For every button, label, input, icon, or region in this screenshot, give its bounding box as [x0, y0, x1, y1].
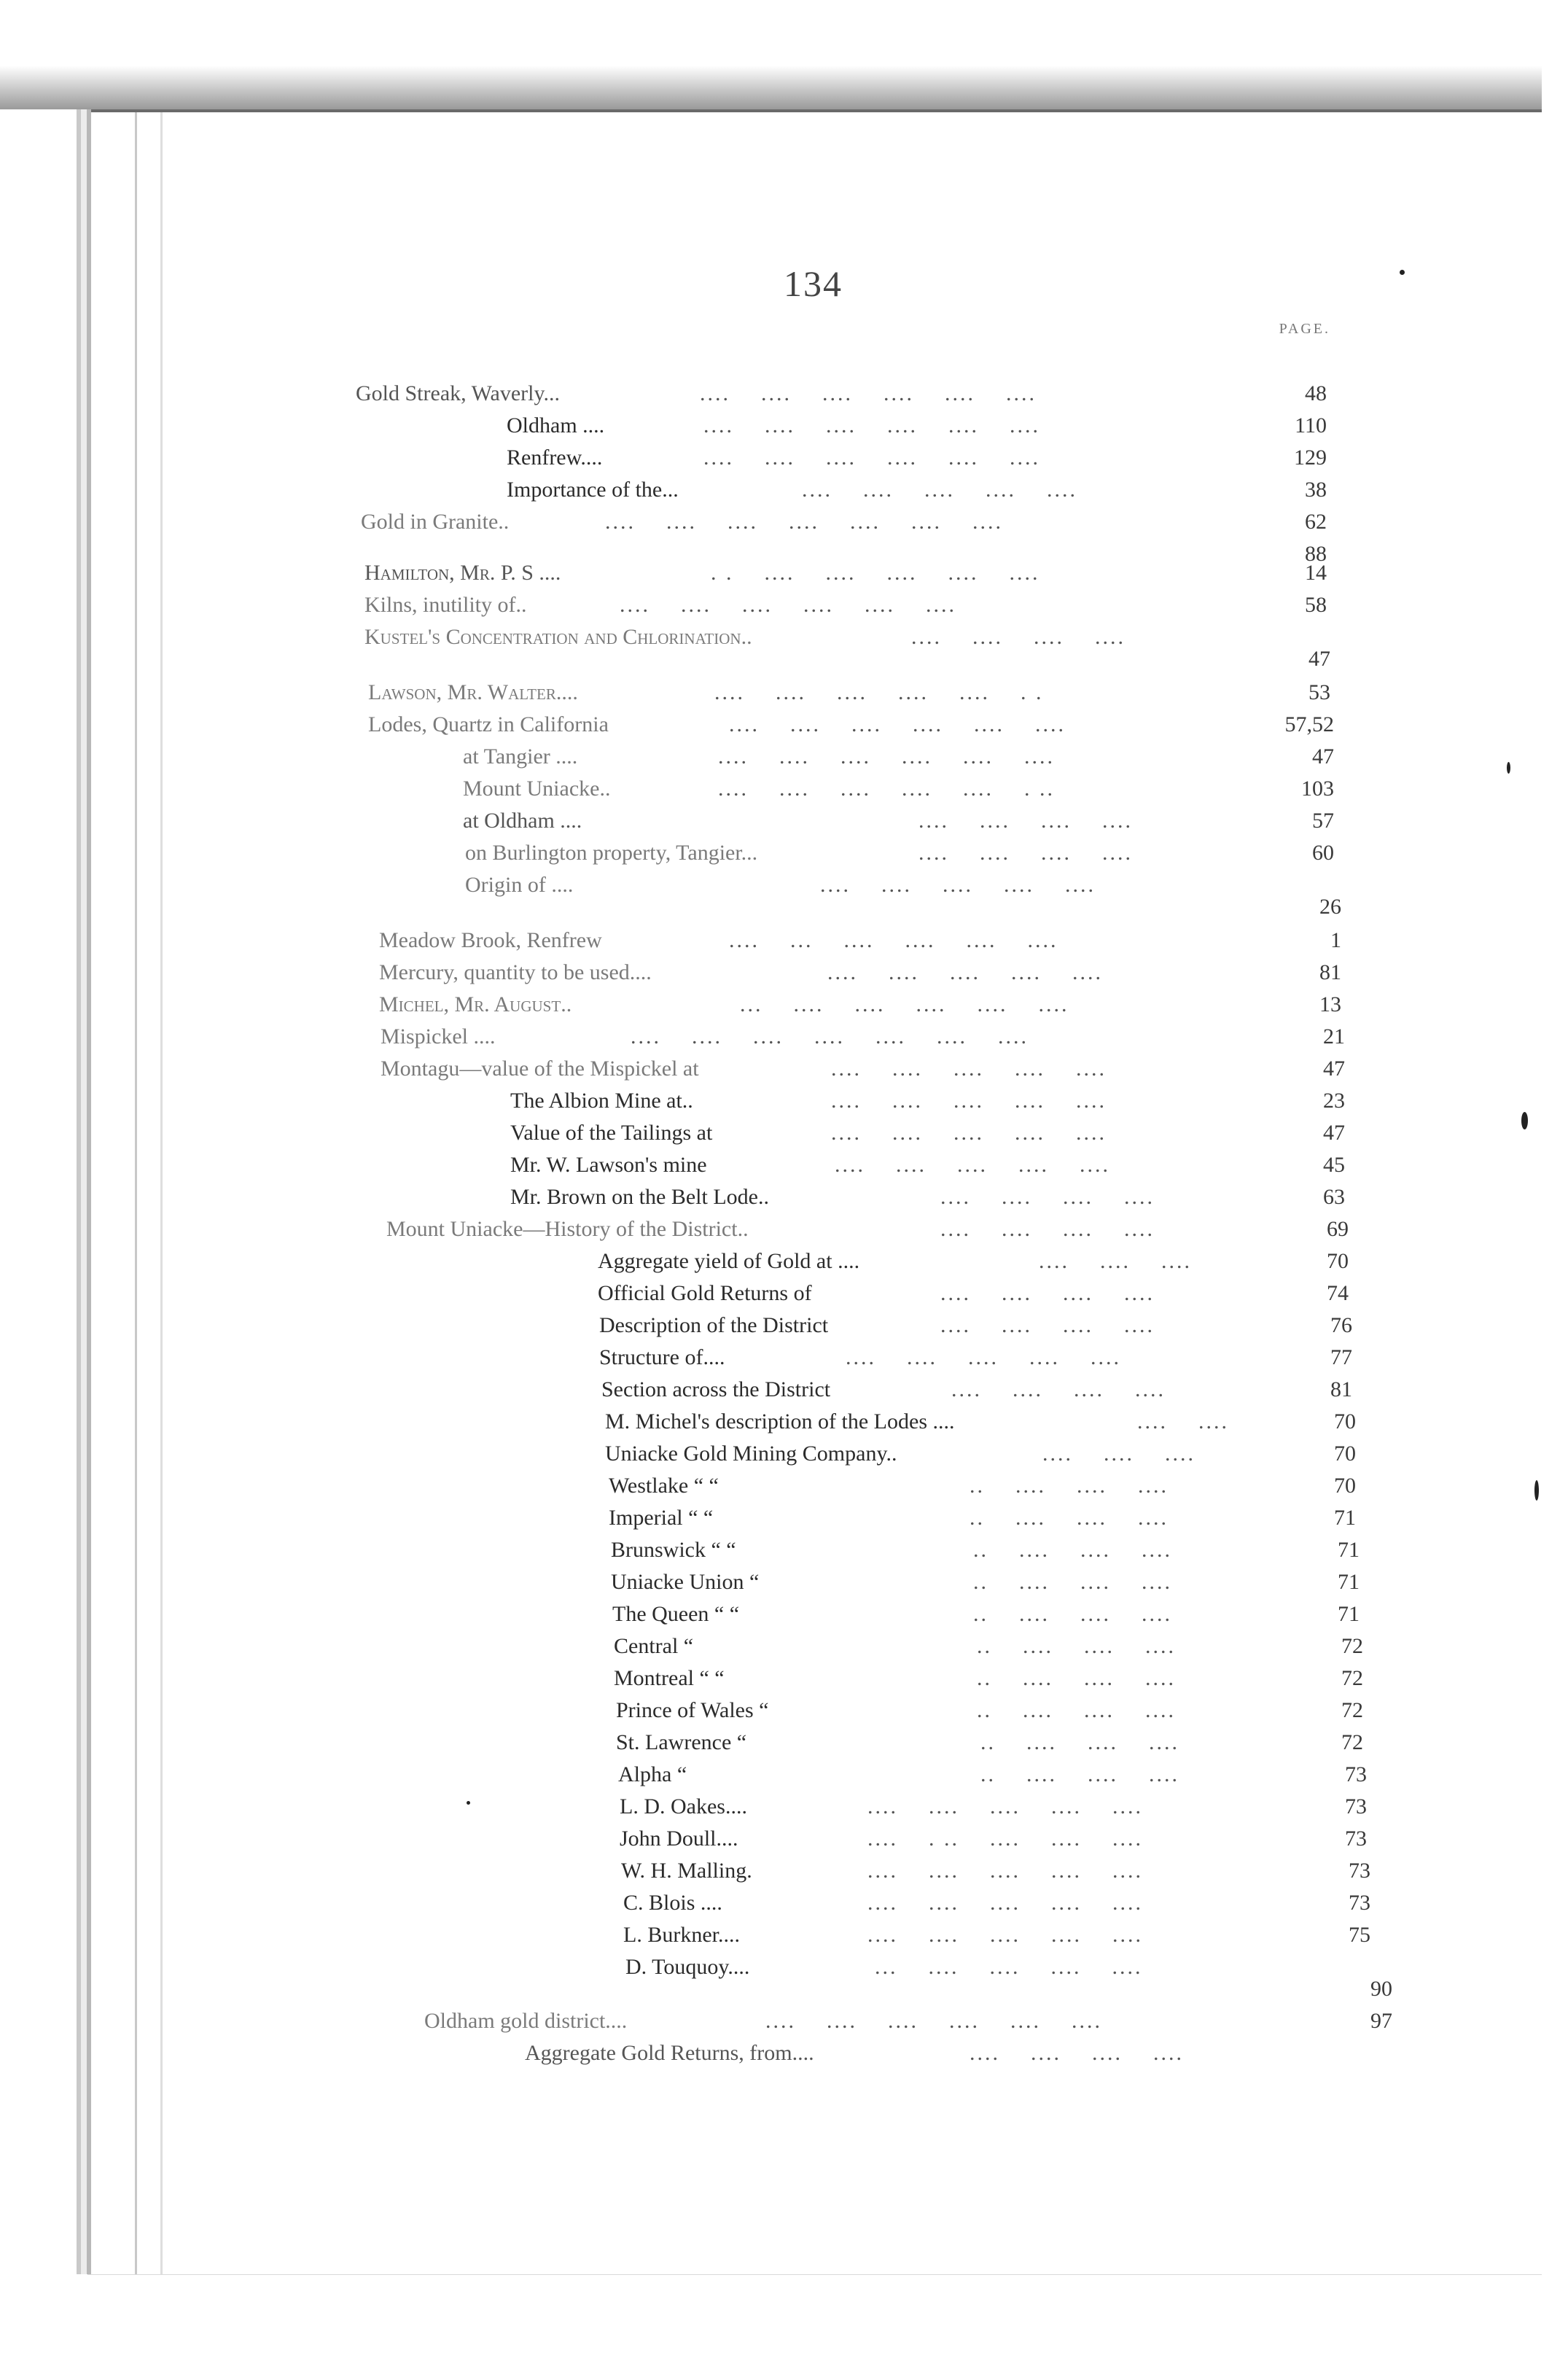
entry-page: 69	[1327, 1217, 1349, 1241]
entry-label: Kilns, inutility of..	[364, 593, 527, 617]
entry-label: Value of the Tailings at	[510, 1121, 713, 1145]
entry-label: John Doull....	[620, 1827, 738, 1851]
entry-page: 60	[1312, 841, 1334, 865]
index-entry	[0, 1919, 1568, 1951]
leader-dots: .... .... .... .... .... ....	[700, 381, 1037, 405]
entry-page: 73	[1345, 1762, 1367, 1786]
entry-page: 71	[1338, 1538, 1360, 1562]
leader-dots: .... .... .... .... ....	[831, 1057, 1107, 1081]
entry-page: 71	[1338, 1570, 1360, 1594]
index-entry	[0, 2037, 1568, 2069]
leader-dots: .... .... .... ....	[911, 625, 1126, 649]
entry-label: C. Blois ....	[623, 1891, 722, 1915]
index-entry	[0, 1791, 1568, 1823]
leader-dots: .... .... .... .... ....	[867, 1891, 1143, 1915]
leader-dots: .. .... .... ....	[977, 1666, 1176, 1690]
entry-page: 71	[1338, 1602, 1360, 1626]
index-entry	[0, 891, 1568, 923]
entry-label: at Tangier ....	[463, 744, 578, 769]
entry-page: 57,52	[1284, 712, 1334, 736]
entry-label: Montagu—value of the Mispickel at	[381, 1057, 699, 1081]
entry-page: 70	[1327, 1249, 1349, 1273]
leader-dots: .. .... .... ....	[973, 1538, 1172, 1562]
leader-dots: .. .... .... ....	[973, 1602, 1172, 1626]
index-entry	[0, 1759, 1568, 1791]
index-entry	[0, 1021, 1568, 1053]
index-entry	[0, 1502, 1568, 1534]
index-entry	[0, 773, 1568, 805]
index-entry	[0, 1053, 1568, 1085]
entry-label: Gold in Granite..	[361, 510, 510, 534]
leader-dots: .... .... .... .... ....	[827, 960, 1103, 984]
entry-label: Mount Uniacke..	[463, 777, 611, 801]
page-number: 134	[784, 263, 843, 304]
index-entry	[0, 1181, 1568, 1213]
leader-dots: .. .... .... ....	[977, 1634, 1176, 1658]
entry-label: Mispickel ....	[381, 1024, 496, 1049]
entry-page: 38	[1305, 478, 1327, 502]
entry-page: 76	[1330, 1313, 1352, 1337]
leader-dots: .... .... .... .... ....	[831, 1089, 1107, 1113]
index-entry	[0, 1374, 1568, 1406]
entry-label: D. Touquoy....	[625, 1955, 750, 1979]
index-entry	[0, 1823, 1568, 1855]
entry-label: Structure of....	[599, 1345, 725, 1369]
entry-page: 13	[1319, 992, 1341, 1016]
index-entry	[0, 837, 1568, 869]
entry-label: Mercury, quantity to be used....	[379, 960, 652, 984]
leader-dots: .... .... .... .... .... ....	[729, 712, 1066, 736]
leader-dots: .... .... .... .... ....	[867, 1923, 1143, 1947]
entry-label: Michel, Mr. August..	[379, 992, 572, 1016]
entry-label: The Queen “ “	[612, 1602, 740, 1626]
entry-label: Hamilton, Mr. P. S ....	[364, 561, 561, 585]
leader-dots: .... .... .... ....	[940, 1281, 1155, 1305]
entry-label: Aggregate Gold Returns, from....	[525, 2041, 814, 2065]
index-entry	[0, 1310, 1568, 1342]
index-entry	[0, 506, 1568, 538]
leader-dots: .... .... .... .... .... . ..	[718, 777, 1055, 801]
leader-dots: .... .... .... .... ....	[831, 1121, 1107, 1145]
leader-dots: ... .... .... .... .... ....	[740, 992, 1069, 1016]
entry-label: Official Gold Returns of	[598, 1281, 812, 1305]
entry-page: 53	[1308, 680, 1330, 704]
entry-page: 63	[1323, 1185, 1345, 1209]
leader-dots: .. .... .... ....	[970, 1474, 1169, 1498]
leader-dots: .... .... .... .... .... ....	[620, 593, 956, 617]
leader-dots: .... .... .... .... ....	[867, 1794, 1143, 1819]
entry-label: Kustel's Concentration and Chlorination..	[364, 625, 752, 649]
index-entry	[0, 643, 1568, 675]
entry-page: 21	[1323, 1024, 1345, 1049]
entry-label: Meadow Brook, Renfrew	[379, 928, 602, 952]
leader-dots: .... .... .... ....	[940, 1217, 1155, 1241]
index-entry	[0, 1438, 1568, 1470]
leader-dots: .... .... .... .... ....	[867, 1859, 1143, 1883]
leader-dots: .... .... .... .... ....	[820, 873, 1096, 897]
entry-label: at Oldham ....	[463, 809, 582, 833]
leader-dots: .... .... .... .... ....	[846, 1345, 1121, 1369]
leader-dots: .... .... .... .... .... ....	[718, 744, 1055, 769]
index-entry	[0, 378, 1568, 410]
entry-page: 58	[1305, 593, 1327, 617]
entry-label: Uniacke Union “	[611, 1570, 760, 1594]
entry-label: Mount Uniacke—History of the District..	[386, 1217, 749, 1241]
entry-label: Description of the District	[599, 1313, 829, 1337]
leader-dots: .... .... .... ....	[951, 1377, 1166, 1401]
index-entry	[0, 442, 1568, 474]
entry-label: St. Lawrence “	[616, 1730, 747, 1754]
entry-page: 26	[1319, 895, 1341, 919]
entry-page: 57	[1312, 809, 1334, 833]
index-entry	[0, 1973, 1568, 2005]
entry-label: L. Burkner....	[623, 1923, 740, 1947]
index-entry	[0, 1213, 1568, 1245]
leader-dots: .... .... .... .... .... .... ....	[605, 510, 1003, 534]
leader-dots: .... .... .... ....	[940, 1313, 1155, 1337]
entry-label: Montreal “ “	[614, 1666, 725, 1690]
entry-label: Alpha “	[618, 1762, 687, 1786]
index-entry	[0, 709, 1568, 741]
index-entry	[0, 1566, 1568, 1598]
entry-label: M. Michel's description of the Lodes ....	[605, 1409, 955, 1434]
entry-page: 72	[1341, 1666, 1363, 1690]
page-column-header: PAGE.	[1279, 321, 1330, 337]
leader-dots: ... .... .... .... ....	[875, 1955, 1143, 1979]
index-entry	[0, 1534, 1568, 1566]
leader-dots: .... .... .... .... .... ....	[703, 446, 1040, 470]
leader-dots: . . .... .... .... .... ....	[711, 561, 1040, 585]
index-entry	[0, 957, 1568, 989]
leader-dots: .... .... .... ....	[918, 841, 1133, 865]
leader-dots: .... .... .... .... .... . .	[714, 680, 1044, 704]
leader-dots: .. .... .... ....	[973, 1570, 1172, 1594]
entry-label: W. H. Malling.	[621, 1859, 752, 1883]
leader-dots: .... . .. .... .... ....	[867, 1827, 1143, 1851]
index-entry	[0, 410, 1568, 442]
entry-label: Aggregate yield of Gold at ....	[598, 1249, 860, 1273]
leader-dots: .... ....	[1137, 1409, 1229, 1434]
index-entry	[0, 1630, 1568, 1662]
entry-label: Section across the District	[601, 1377, 831, 1401]
entry-page: 74	[1327, 1281, 1349, 1305]
entry-page: 47	[1323, 1121, 1345, 1145]
index-entry	[0, 474, 1568, 506]
entry-page: 77	[1330, 1345, 1352, 1369]
entry-page: 23	[1323, 1089, 1345, 1113]
entry-label: Oldham ....	[507, 413, 605, 437]
index-entry	[0, 1695, 1568, 1727]
entry-page: 90	[1370, 1977, 1392, 2001]
entry-label: Gold Streak, Waverly...	[356, 381, 561, 405]
leader-dots: .. .... .... ....	[970, 1506, 1169, 1530]
entry-label: Lawson, Mr. Walter....	[368, 680, 578, 704]
index-entry	[0, 1085, 1568, 1117]
index-entry	[0, 1598, 1568, 1630]
index-entry	[0, 677, 1568, 709]
leader-dots: .... ... .... .... .... ....	[729, 928, 1058, 952]
entry-label: Oldham gold district....	[424, 2009, 628, 2033]
entry-label: Mr. W. Lawson's mine	[510, 1153, 707, 1177]
index-entry	[0, 557, 1568, 589]
leader-dots: .... .... .... ....	[940, 1185, 1155, 1209]
entry-page: 110	[1295, 413, 1327, 437]
entry-page: 73	[1345, 1827, 1367, 1851]
entry-page: 72	[1341, 1634, 1363, 1658]
entry-label: Origin of ....	[465, 873, 574, 897]
entry-label: The Albion Mine at..	[510, 1089, 693, 1113]
leader-dots: .. .... .... ....	[980, 1730, 1179, 1754]
entry-label: Importance of the...	[507, 478, 679, 502]
leader-dots: .. .... .... ....	[980, 1762, 1179, 1786]
entry-page: 47	[1323, 1057, 1345, 1081]
index-entry	[0, 1117, 1568, 1149]
index-entry	[0, 805, 1568, 837]
index-entry	[0, 1245, 1568, 1277]
entry-page: 70	[1334, 1442, 1356, 1466]
entry-label: Mr. Brown on the Belt Lode..	[510, 1185, 769, 1209]
entry-page: 129	[1294, 446, 1327, 470]
index-entry	[0, 1887, 1568, 1919]
entry-page: 62	[1305, 510, 1327, 534]
entry-page: 73	[1345, 1794, 1367, 1819]
index-entry	[0, 989, 1568, 1021]
entry-label: Brunswick “ “	[611, 1538, 736, 1562]
leader-dots: .... .... .... .... .... ....	[765, 2009, 1102, 2033]
entry-label: Lodes, Quartz in California	[368, 712, 609, 736]
entry-label: on Burlington property, Tangier...	[465, 841, 758, 865]
entry-page: 48	[1305, 381, 1327, 405]
entry-page: 70	[1334, 1409, 1356, 1434]
entry-page: 73	[1349, 1859, 1370, 1883]
leader-dots: .... .... .... .... ....	[802, 478, 1077, 502]
entry-page: 14	[1305, 561, 1327, 585]
entry-label: Imperial “ “	[609, 1506, 714, 1530]
leader-dots: .... .... ....	[1039, 1249, 1192, 1273]
index-entry	[0, 1855, 1568, 1887]
leader-dots: .... .... .... .... .... ....	[703, 413, 1040, 437]
entry-page: 75	[1349, 1923, 1370, 1947]
index-entry	[0, 1662, 1568, 1695]
entry-page: 71	[1334, 1506, 1356, 1530]
entry-label: Uniacke Gold Mining Company..	[605, 1442, 897, 1466]
entry-page: 88	[1305, 542, 1327, 566]
entry-page: 73	[1349, 1891, 1370, 1915]
entry-label: Prince of Wales “	[616, 1698, 769, 1722]
index-entry	[0, 1149, 1568, 1181]
entry-page: 72	[1341, 1698, 1363, 1722]
entry-page: 70	[1334, 1474, 1356, 1498]
leader-dots: .... .... ....	[1042, 1442, 1195, 1466]
entry-page: 97	[1370, 2009, 1392, 2033]
index-entry	[0, 1342, 1568, 1374]
index-entry	[0, 925, 1568, 957]
index-entry	[0, 1727, 1568, 1759]
entry-page: 81	[1330, 1377, 1352, 1401]
index-entry	[0, 1406, 1568, 1438]
entry-page: 103	[1301, 777, 1334, 801]
index-entry	[0, 1470, 1568, 1502]
leader-dots: .... .... .... ....	[918, 809, 1133, 833]
leader-dots: .... .... .... ....	[970, 2041, 1184, 2065]
leader-dots: .. .... .... ....	[977, 1698, 1176, 1722]
entry-label: Westlake “ “	[609, 1474, 719, 1498]
index-entry	[0, 589, 1568, 621]
entry-page: 81	[1319, 960, 1341, 984]
entry-page: 1	[1330, 928, 1341, 952]
entry-label: Renfrew....	[507, 446, 603, 470]
entry-page: 47	[1312, 744, 1334, 769]
entry-label: Central “	[614, 1634, 694, 1658]
index-entry	[0, 1277, 1568, 1310]
entry-page: 45	[1323, 1153, 1345, 1177]
leader-dots: .... .... .... .... .... .... ....	[631, 1024, 1029, 1049]
entry-page: 72	[1341, 1730, 1363, 1754]
index-entry	[0, 741, 1568, 773]
leader-dots: .... .... .... .... ....	[835, 1153, 1110, 1177]
index-entry	[0, 2005, 1568, 2037]
entry-page: 47	[1308, 647, 1330, 671]
entry-label: L. D. Oakes....	[620, 1794, 747, 1819]
